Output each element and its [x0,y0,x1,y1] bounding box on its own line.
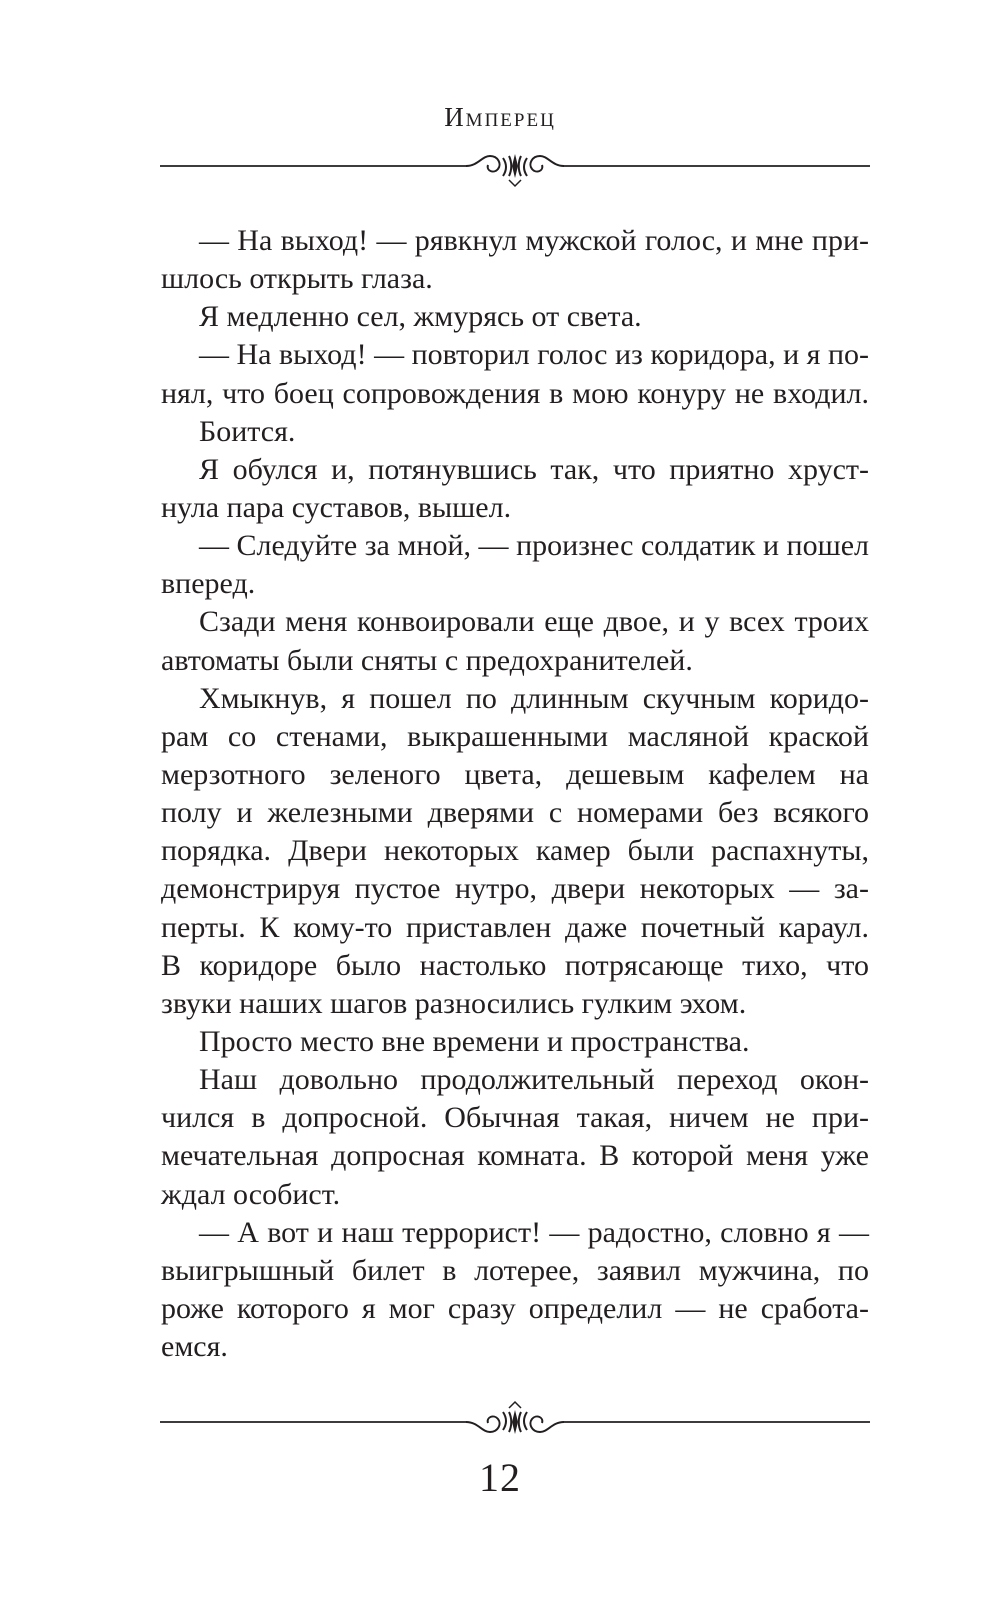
text-line: демонстрируя пустое нутро, двери некоторых — за- [161,872,869,906]
text-line: — А вот и наш террорист! — радостно, словно я — [199,1215,869,1249]
text-line: Сзади меня конвоировали еще двое, и у всех троих [199,605,869,639]
text-line: порядка. Двери некоторых камер были распахнуты, [161,834,869,868]
text-line: — Следуйте за мной, — произнес солдатик и пошел [199,529,869,563]
text-line: В коридоре было настолько потрясающе тихо, что [161,948,869,982]
text-line: автоматы были сняты с предохранителей. [161,643,693,677]
text-line: Просто место вне времени и пространства. [199,1024,750,1058]
text-line: роже которого я мог сразу определил — не сработа- [161,1291,869,1325]
body-text [161,222,869,1366]
text-line: вперед. [161,567,256,601]
text-line: мечательная допросная комната. В которой меня уже [161,1139,869,1173]
text-line: нял, что боец сопровождения в мою конуру не входил. [161,376,869,410]
text-line: Я обулся и, потянувшись так, что приятно хруст- [199,452,869,486]
text-line: нула пара суставов, вышел. [161,490,512,524]
text-line: шлось открыть глаза. [161,262,433,296]
header-ornament-icon [160,144,870,188]
text-line: Боится. [199,414,296,448]
running-head: Имперец [444,102,556,132]
text-line: звуки наших шагов разносились гулким эхом. [161,986,747,1020]
text-line: — На выход! — рявкнул мужской голос, и мне при- [199,224,869,257]
text-line: мерзотного зеленого цвета, дешевым кафелем на [161,757,869,791]
text-line: Хмыкнув, я пошел по длинным скучным коридо- [199,681,869,715]
text-line: Я медленно сел, жмурясь от света. [199,300,642,334]
page-number: 12 [479,1455,521,1500]
text-line: — На выход! — повторил голос из коридора, и я по- [199,338,869,372]
text-line: выигрышный билет в лотерее, заявил мужчина, по [161,1253,869,1287]
text-line: емся. [161,1330,228,1364]
text-line: рам со стенами, выкрашенными масляной краской [161,719,869,753]
text-line: полу и железными дверями с номерами без всякого [161,796,869,830]
text-line: ждал особист. [161,1177,341,1211]
text-line: чился в допросной. Обычная такая, ничем не при- [161,1101,869,1135]
footer-ornament-icon [160,1398,870,1442]
text-line: перты. К кому-то приставлен даже почетный караул. [161,910,869,944]
text-line: Наш довольно продолжительный переход окон- [199,1063,869,1097]
